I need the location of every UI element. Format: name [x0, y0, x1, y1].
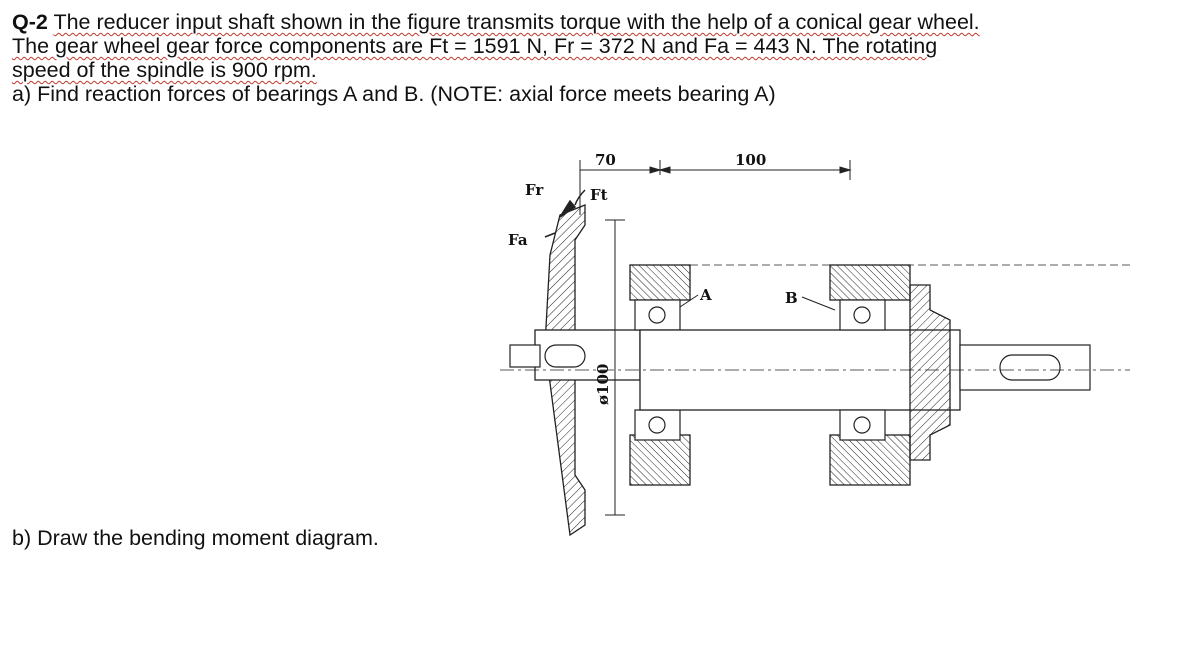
housing-left-top	[630, 265, 690, 300]
question-line-3: speed of the spindle is 900 rpm.	[12, 58, 317, 82]
dimension-line-top	[580, 160, 850, 215]
nut	[510, 345, 540, 367]
part-b-text: b) Draw the bending moment diagram.	[12, 526, 379, 550]
label-fa: Fa	[508, 231, 528, 249]
label-bearing-b: B	[785, 289, 798, 307]
housing-left-bottom	[630, 435, 690, 485]
label-ft: Ft	[590, 186, 608, 204]
problem-statement	[12, 10, 1192, 106]
label-fr: Fr	[525, 181, 544, 199]
housing-right-top	[830, 265, 910, 300]
shaft-drawing	[490, 145, 1190, 545]
dimension-70: 70	[595, 151, 616, 169]
output-key-slot	[1000, 355, 1060, 380]
part-a-text: a) Find reaction forces of bearings A and B. (NOTE: axial force meets bearing A)	[12, 82, 776, 106]
label-diameter: ø100	[594, 363, 612, 405]
question-line-2: The gear wheel gear force components are Ft = 1591 N, Fr = 372 N and Fa = 443 N. The rotating	[12, 34, 938, 58]
question-line-1	[12, 10, 1192, 34]
question-line-1-text: The reducer input shaft shown in the figure transmits torque with the help of a conical gear wheel.	[53, 10, 980, 34]
end-cover	[910, 285, 950, 460]
label-bearing-a: A	[700, 286, 712, 304]
shaft-drawing-svg	[490, 145, 1190, 545]
question-number: Q-2	[12, 10, 48, 34]
key-slot	[545, 345, 585, 367]
housing-right-bottom	[830, 435, 910, 485]
dimension-100: 100	[735, 151, 767, 169]
